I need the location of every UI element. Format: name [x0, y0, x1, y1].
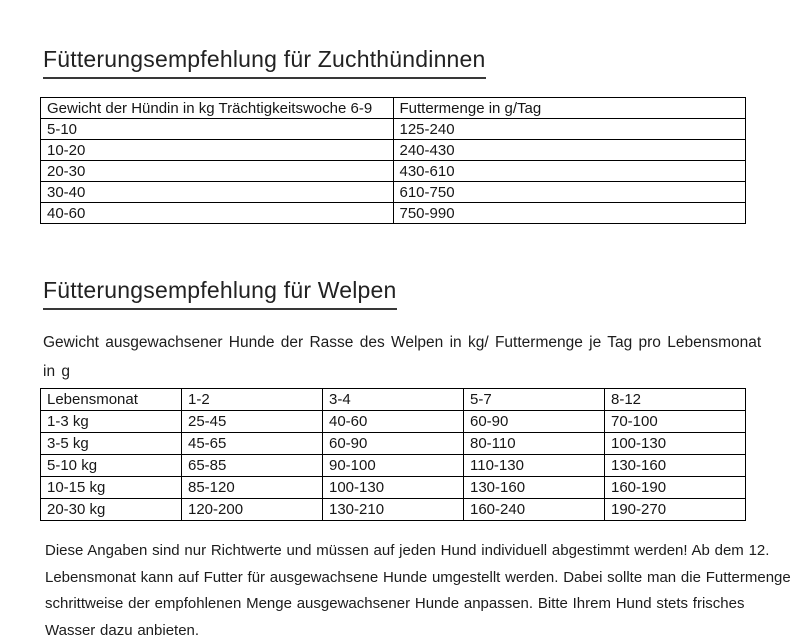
footer-line-1: Diese Angaben sind nur Richtwerte und müssen auf jeden Hund individuell abgestimmt werden! Ab dem 12.	[45, 538, 791, 565]
table-cell: 5-10	[41, 119, 394, 140]
table-row	[41, 161, 746, 182]
table-row	[41, 433, 746, 455]
table-cell: 10-20	[41, 140, 394, 161]
table-cell: 40-60	[323, 411, 464, 433]
table-row	[41, 203, 746, 224]
table-header-weight: Gewicht der Hündin in kg Trächtigkeitswoche 6-9	[41, 98, 394, 119]
table-cell: 1-3 kg	[41, 411, 182, 433]
table-cell: 130-160	[464, 477, 605, 499]
table-cell: 45-65	[182, 433, 323, 455]
table-cell: 120-200	[182, 499, 323, 521]
table-cell: 10-15 kg	[41, 477, 182, 499]
breeding-dogs-table	[40, 97, 746, 224]
table-cell: 20-30 kg	[41, 499, 182, 521]
puppies-table-description	[43, 328, 761, 386]
table-cell: 5-10 kg	[41, 455, 182, 477]
table-cell: 240-430	[393, 140, 746, 161]
table-cell: 100-130	[323, 477, 464, 499]
table-cell: 130-160	[605, 455, 746, 477]
table-cell: 430-610	[393, 161, 746, 182]
table-header-month: Lebensmonat	[41, 389, 182, 411]
puppies-table	[40, 388, 746, 521]
table-cell: 100-130	[605, 433, 746, 455]
table-cell: 130-210	[323, 499, 464, 521]
table-header-month-5-7: 5-7	[464, 389, 605, 411]
footer-line-4: Wasser dazu anbieten.	[45, 618, 791, 644]
table-cell: 610-750	[393, 182, 746, 203]
table-cell: 85-120	[182, 477, 323, 499]
table-cell: 65-85	[182, 455, 323, 477]
table-cell: 60-90	[464, 411, 605, 433]
table-cell: 20-30	[41, 161, 394, 182]
table-row	[41, 477, 746, 499]
table-header-month-8-12: 8-12	[605, 389, 746, 411]
table-cell: 90-100	[323, 455, 464, 477]
table-header-amount: Futtermenge in g/Tag	[393, 98, 746, 119]
table-header-row	[41, 98, 746, 119]
table-cell: 40-60	[41, 203, 394, 224]
description-line-1: Gewicht ausgewachsener Hunde der Rasse des Welpen in kg/ Futtermenge je Tag pro Lebensmonat	[43, 328, 761, 357]
table-row	[41, 119, 746, 140]
table-cell: 160-240	[464, 499, 605, 521]
table-header-month-1-2: 1-2	[182, 389, 323, 411]
table-cell: 750-990	[393, 203, 746, 224]
table-row	[41, 140, 746, 161]
table-row	[41, 455, 746, 477]
table-cell: 60-90	[323, 433, 464, 455]
table-row	[41, 499, 746, 521]
table-header-month-3-4: 3-4	[323, 389, 464, 411]
description-line-2: in g	[43, 357, 761, 386]
table-cell: 125-240	[393, 119, 746, 140]
section2-title: Fütterungsempfehlung für Welpen	[43, 277, 397, 310]
table-row	[41, 411, 746, 433]
table-cell: 160-190	[605, 477, 746, 499]
footer-line-3: schrittweise der empfohlenen Menge ausgewachsener Hunde anpassen. Bitte Ihrem Hund stets frisches	[45, 591, 791, 618]
table-header-row	[41, 389, 746, 411]
table-cell: 25-45	[182, 411, 323, 433]
table-cell: 110-130	[464, 455, 605, 477]
table-row	[41, 182, 746, 203]
table-cell: 3-5 kg	[41, 433, 182, 455]
table-cell: 190-270	[605, 499, 746, 521]
table-cell: 30-40	[41, 182, 394, 203]
footer-note	[45, 538, 791, 644]
table-cell: 70-100	[605, 411, 746, 433]
table-cell: 80-110	[464, 433, 605, 455]
section1-title: Fütterungsempfehlung für Zuchthündinnen	[43, 46, 486, 79]
footer-line-2: Lebensmonat kann auf Futter für ausgewachsene Hunde umgestellt werden. Dabei sollte man die Futtermenge	[45, 565, 791, 592]
